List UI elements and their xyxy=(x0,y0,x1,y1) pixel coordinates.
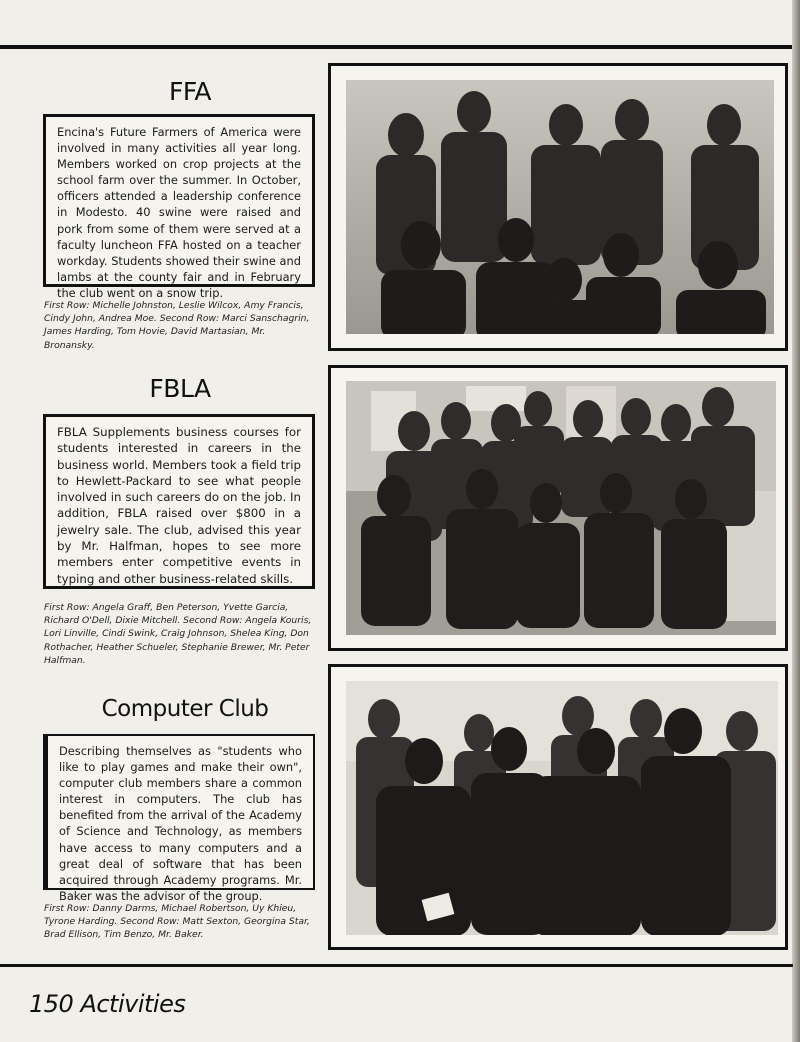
ffa-title: FFA xyxy=(168,77,212,106)
computer-club-group-photo xyxy=(346,681,778,935)
fbla-caption: First Row: Angela Graff, Ben Peterson, Yvette Garcia, Richard O'Dell, Dixie Mitchell. Second Row: Angela Kouris, Lori Linville, Cindi Swink, Craig Johnson, Shelea King, Don Rothacher, Heather Schueler, Stephanie Brewer, Mr. Peter Halfman. xyxy=(44,602,312,666)
page-folio: 150 Activities xyxy=(29,990,186,1018)
ffa-group-photo xyxy=(346,80,774,334)
ffa-description: Encina's Future Farmers of America were involved in many activities all year long. Members worked on crop projects at the school farm over the summer. In October, officers attended a leadership conference in Modesto. 40 swine were raised and pork from some of them were served at a faculty luncheon FFA hosted on a teacher workday. Students showed their swine and lambs at the county fair and in February the club went on a snow trip. xyxy=(43,114,315,287)
fbla-group-photo xyxy=(346,381,776,635)
computer-club-title: Computer Club xyxy=(101,696,269,722)
computer-club-caption: First Row: Danny Darms, Michael Robertson, Uy Khieu, Tyrone Harding. Second Row: Matt Sexton, Georgina Star, Brad Ellison, Tim Benzo, Mr. Baker. xyxy=(44,903,310,941)
ffa-caption: First Row: Michelle Johnston, Leslie Wilcox, Amy Francis, Cindy John, Andrea Moe. Second Row: Marci Sanschagrin, James Harding, Tom Hovie, David Martasian, Mr. Bronansky. xyxy=(44,300,310,351)
bottom-rule xyxy=(0,964,793,967)
fbla-title: FBLA xyxy=(149,374,211,403)
page-binding-edge xyxy=(792,0,800,1042)
fbla-description: FBLA Supplements business courses for students interested in careers in the business world. Members took a field trip to Hewlett-Packard to see what people involved in such careers do on the job. In addition, FBLA raised over $800 in a jewelry sale. The club, advised this year by Mr. Halfman, hopes to see more members enter competitive events in typing and other business-related skills. xyxy=(43,414,315,589)
computer-club-description: Describing themselves as "students who like to play games and make their own", computer club members share a common interest in computers. The club has benefited from the arrival of the Academy of Science and Technology, as members have access to many computers and a great deal of software that has been acquired through Academy programs. Mr. Baker was the advisor of the group. xyxy=(43,734,315,890)
top-rule xyxy=(0,45,793,49)
